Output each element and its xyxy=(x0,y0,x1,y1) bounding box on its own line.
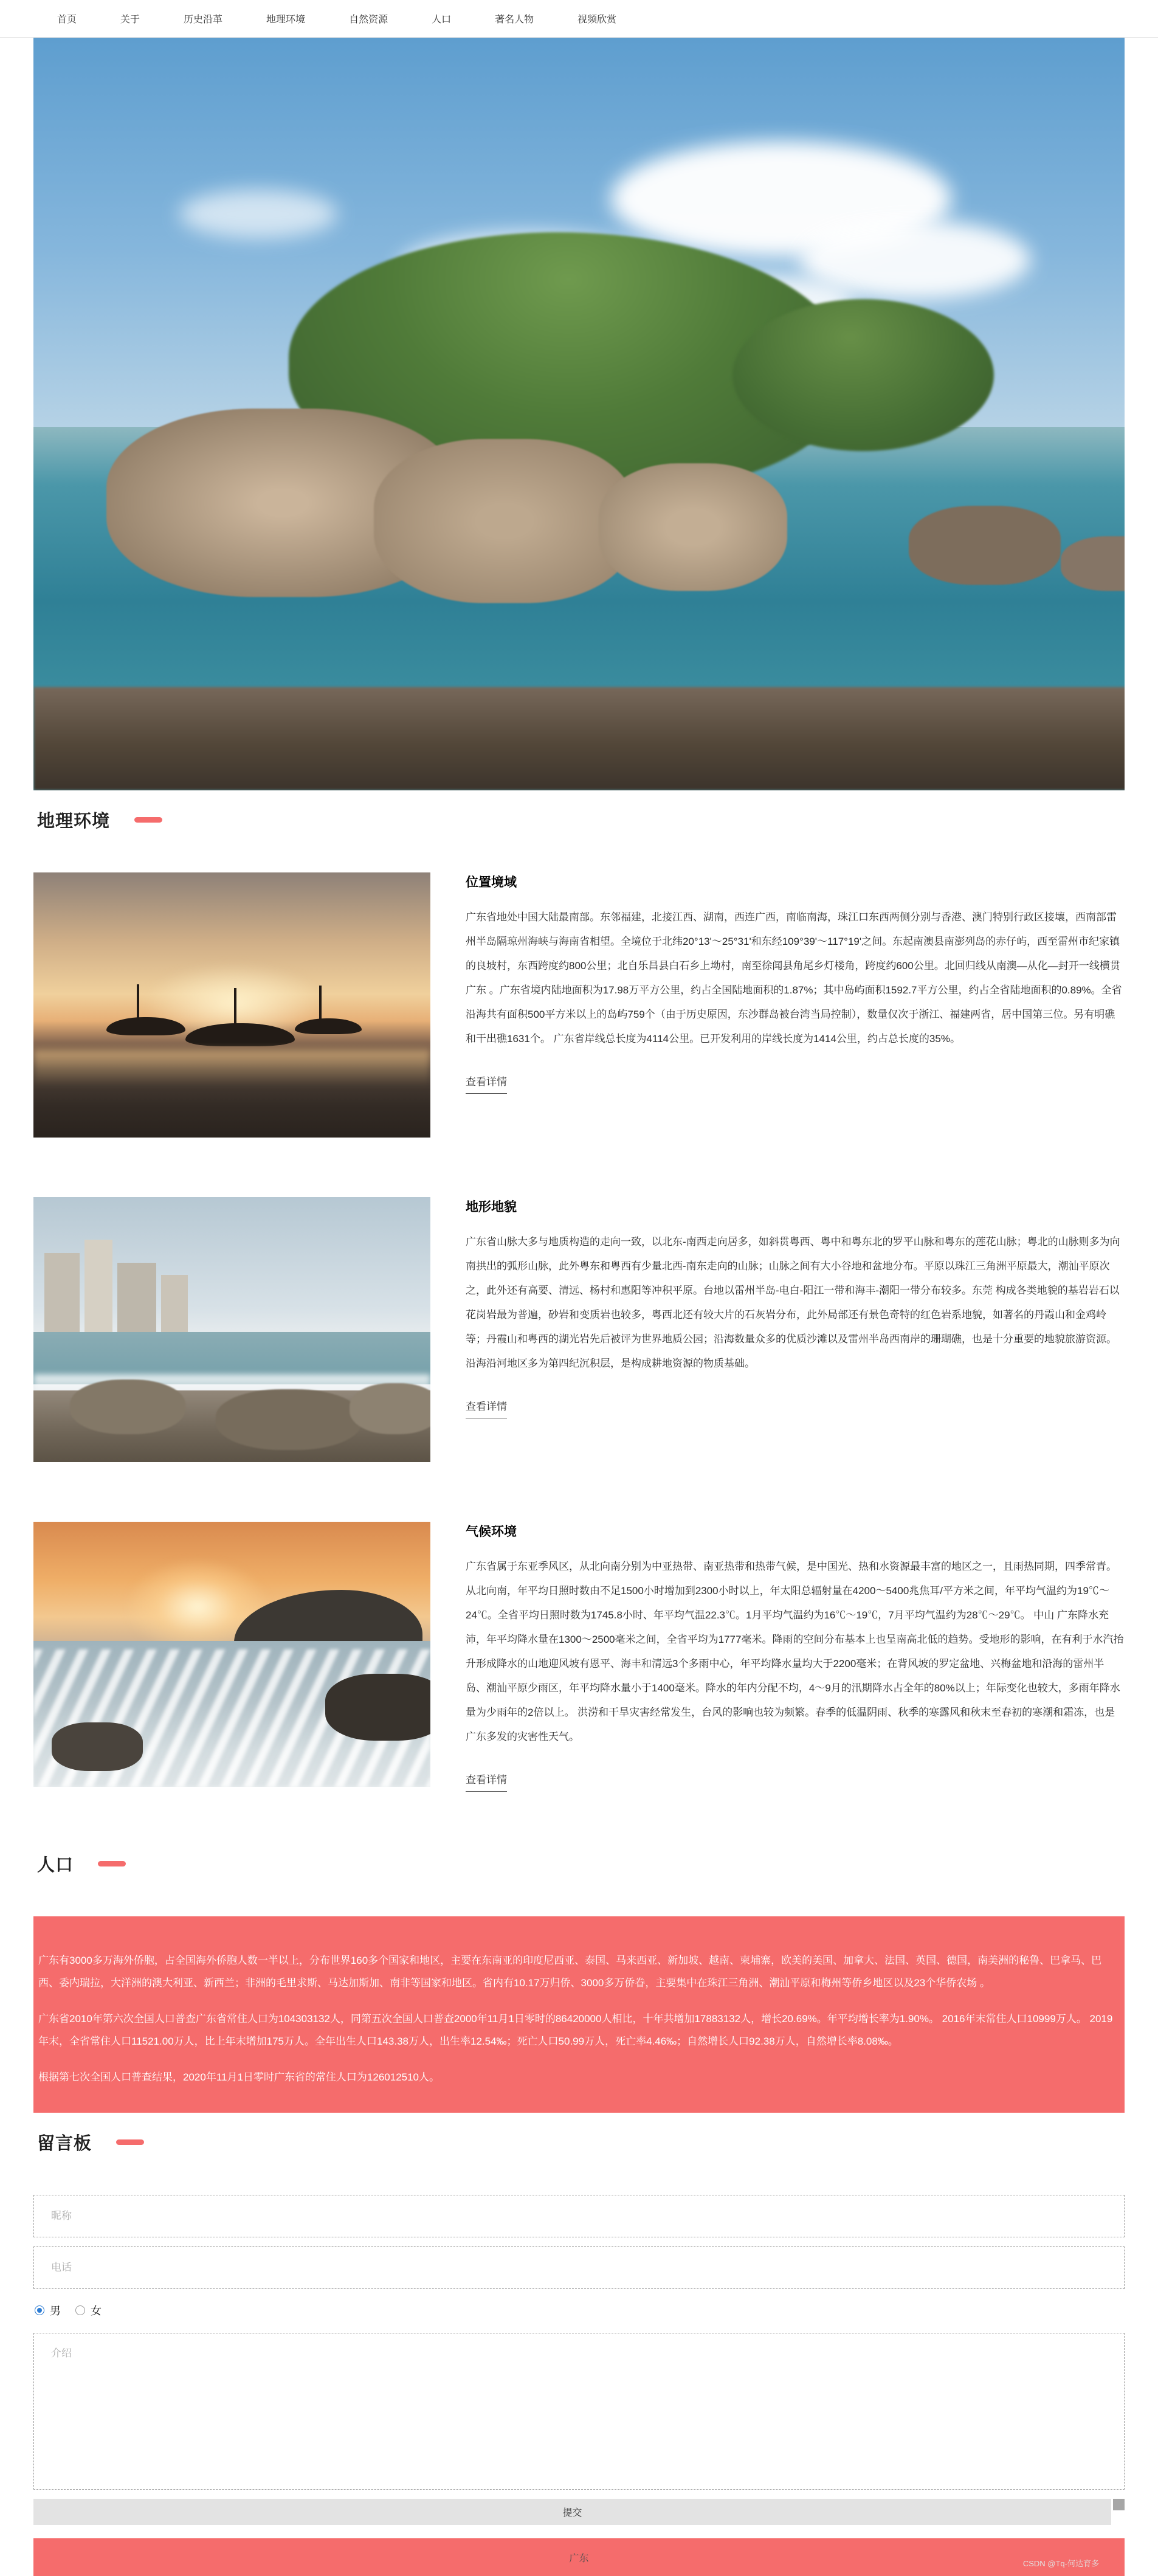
hero-image xyxy=(33,38,1125,790)
submit-row xyxy=(33,2499,1125,2525)
nav-item-home[interactable]: 首页 xyxy=(57,15,77,25)
section-header xyxy=(37,1851,1125,1876)
nav-item-videos[interactable]: 视频欣赏 xyxy=(577,15,617,25)
cloud xyxy=(179,190,337,238)
building xyxy=(161,1275,188,1333)
card-title: 地形地貌 xyxy=(466,1200,517,1214)
section-dash-icon xyxy=(98,1861,126,1866)
nav-item-resources[interactable]: 自然资源 xyxy=(349,15,388,25)
population-paragraph: 广东有3000多万海外侨胞，占全国海外侨胞人数一半以上，分布世界160多个国家和地区，主要在东南亚的印度尼西亚、泰国、马来西亚、新加坡、越南、柬埔寨，欧美的美国、加拿大、法国、英国、德国，南美洲的秘鲁、巴拿马、巴西、委内瑞拉，大洋洲的澳大利亚、新西兰；非洲的毛里求斯、马达加斯加、南非等国家和地区。省内有10.17万归侨、3000多万侨眷，主要集中在珠江三角洲、潮汕平原和梅州等侨乡地区以及23个华侨农场 。 xyxy=(38,1955,1102,1989)
footer-text: 广东 xyxy=(569,2553,589,2564)
card-body xyxy=(466,1197,1125,1462)
hero-rock xyxy=(374,439,635,603)
section-title: 人口 xyxy=(37,1856,74,1875)
card-text: 广东省属于东亚季风区，从北向南分别为中亚热带、南亚热带和热带气候，是中国光、热和水资源最丰富的地区之一，且雨热同期，四季常青。 从北向南，年平均日照时数由不足1500小时增加到2300小时以上，年太阳总辐射量在4200～5400兆焦耳/平方米之间，年平均气温约为19℃～24℃。全省平均日照时数为1745.8小时、年平均气温22.3℃。1月平均气温约为16℃～19℃，7月平均气温约为28℃～29℃。 中山 广东降水充沛，年平均降水量在1300～2500毫米之间，全省平均为1777毫米。降雨的空间分布基本上也呈南高北低的趋势。受地形的影响，在有利于水汽抬升形成降水的山地迎风坡有恩平、海丰和清远3个多雨中心，年平均降水量均大于2200毫米；在背风坡的罗定盆地、兴梅盆地和沿海的雷州半岛、潮汕平原少雨区，年平均降水量小于1400毫米。降水的年内分配不均，4～9月的汛期降水占全年的80%以上；年际变化也较大，多雨年降水量为少雨年的2倍以上。 洪涝和干旱灾害经常发生，台风的影响也较为频繁。春季的低温阴雨、秋季的寒露风和秋末至春初的寒潮和霜冻，也是广东多发的灾害性天气。 xyxy=(466,1561,1124,1742)
nav-item-history[interactable]: 历史沿革 xyxy=(184,15,223,25)
submit-button[interactable]: 提交 xyxy=(33,2499,1111,2525)
csdn-watermark: CSDN @Tq-何达育多 xyxy=(1022,2559,1099,2568)
card-photo-sunset-boats xyxy=(33,872,430,1138)
photo-rock xyxy=(325,1674,430,1741)
card-title: 气候环境 xyxy=(466,1525,517,1539)
photo-wet-sand xyxy=(33,1050,430,1086)
hero-foreground-rocks xyxy=(33,687,1125,790)
card-text: 广东省山脉大多与地质构造的走向一致，以北东-南西走向居多，如斜贯粤西、粤中和粤东北的罗平山脉和粤东的莲花山脉；粤北的山脉则多为向南拱出的弧形山脉，此外粤东和粤西有少量北西-南东走向的山脉；山脉之间有大小谷地和盆地分布。平原以珠江三角洲平原最大，潮汕平原次之，此外还有高要、清远、杨村和惠阳等冲积平原。台地以雷州半岛-电白-阳江一带和海丰-潮阳一带分布较多。东莞 构成各类地貌的基岩岩石以花岗岩最为普遍，砂岩和变质岩也较多，粤西北还有较大片的石灰岩分布，此外局部还有景色奇特的红色岩系地貌，如著名的丹霞山和金鸡岭等；丹霞山和粤西的湖光岩先后被评为世界地质公园；沿海数量众多的优质沙滩以及雷州半岛西南岸的珊瑚礁，也是十分重要的地貌旅游资源。沿海沿河地区多为第四纪沉积层，是构成耕地资源的物质基础。 xyxy=(466,1236,1120,1369)
nav-item-population[interactable]: 人口 xyxy=(432,15,452,25)
section-message-board xyxy=(33,2130,1125,2525)
page-footer xyxy=(33,2538,1125,2576)
geo-card-location xyxy=(33,872,1125,1138)
geo-card-climate xyxy=(33,1522,1125,1792)
section-population xyxy=(33,1851,1125,2113)
card-text: 广东省地处中国大陆最南部。东邻福建，北接江西、湖南，西连广西，南临南海，珠江口东西两侧分别与香港、澳门特别行政区接壤，西南部雷州半岛隔琼州海峡与海南省相望。全境位于北纬20°13'～25°31'和东经109°39'～117°19'之间。东起南澳县南澎列岛的赤仔屿，西至雷州市纪家镇的良坡村，东西跨度约800公里；北自乐昌县白石乡上坳村，南至徐闻县角尾乡灯楼角，跨度约600公里。北回归线从南澳—从化—封开一线横贯广东 。广东省境内陆地面积为17.98万平方公里，约占全国陆地面积的1.87%；其中岛屿面积1592.7平方公里，约占全省陆地面积的0.89%。全省沿海共有面积500平方米以上的岛屿759个（由于历史原因，东沙群岛被台湾当局控制），数量仅次于浙江、福建两省，居中国第三位。另有明礁和干出礁1631个。 广东省岸线总长度为4114公里。已开发利用的岸线长度为1414公里，约占总长度的35%。 xyxy=(466,911,1122,1045)
boat-mast xyxy=(137,984,139,1022)
boat-mast xyxy=(319,986,322,1023)
hero-rock xyxy=(909,506,1061,585)
nav-item-about[interactable]: 关于 xyxy=(120,15,140,25)
building xyxy=(117,1263,156,1333)
card-photo-sunset-waves xyxy=(33,1522,430,1787)
photo-rock xyxy=(52,1722,143,1771)
card-photo-coastal-city xyxy=(33,1197,430,1462)
photo-rock xyxy=(350,1383,430,1434)
photo-rock xyxy=(70,1380,185,1434)
textarea-resize-grip[interactable] xyxy=(1113,2499,1125,2510)
hero-rock xyxy=(599,463,787,591)
view-details-link[interactable]: 查看详情 xyxy=(466,1398,507,1418)
building xyxy=(44,1253,80,1333)
view-details-link[interactable]: 查看详情 xyxy=(466,1073,507,1094)
male-radio-label[interactable]: 男 xyxy=(50,2305,61,2317)
section-title: 地理环境 xyxy=(37,812,111,831)
nav-item-geography[interactable]: 地理环境 xyxy=(266,15,306,25)
card-body xyxy=(466,1522,1125,1792)
gender-radio-group xyxy=(35,2302,1125,2318)
photo-rock xyxy=(216,1389,362,1450)
card-body xyxy=(466,872,1125,1138)
female-radio[interactable] xyxy=(75,2305,85,2315)
nav-item-people[interactable]: 著名人物 xyxy=(495,15,534,25)
phone-input[interactable] xyxy=(33,2246,1125,2289)
male-radio[interactable] xyxy=(35,2305,44,2315)
intro-textarea[interactable] xyxy=(33,2333,1125,2490)
female-radio-label[interactable]: 女 xyxy=(91,2305,102,2317)
section-header xyxy=(37,2130,1125,2155)
nickname-input[interactable] xyxy=(33,2195,1125,2237)
boat-mast xyxy=(234,988,236,1026)
section-header xyxy=(37,807,1125,832)
section-dash-icon xyxy=(116,2139,144,2145)
hero-island xyxy=(732,299,994,451)
building xyxy=(84,1240,112,1333)
view-details-link[interactable]: 查看详情 xyxy=(466,1771,507,1792)
section-geography xyxy=(33,807,1125,1792)
card-title: 位置境域 xyxy=(466,875,517,889)
population-paragraph: 根据第七次全国人口普查结果，2020年11月1日零时广东省的常住人口为126012510人。 xyxy=(38,2071,440,2083)
section-dash-icon xyxy=(134,817,162,823)
section-title: 留言板 xyxy=(37,2134,92,2153)
geo-card-terrain xyxy=(33,1197,1125,1462)
top-nav xyxy=(0,0,1158,38)
message-form xyxy=(33,2195,1125,2525)
population-paragraph: 广东省2010年第六次全国人口普查广东省常住人口为104303132人，同第五次全国人口普查2000年11月1日零时的86420000人相比，十年共增加17883132人，增长20.69%。年平均增长率为1.90%。 2016年末常住人口10999万人。 2019年末，全省常住人口11521.00万人，比上年末增加175万人。全年出生人口143.38万人，出生率12.54‰；死亡人口50.99万人，死亡率4.46‰；自然增长人口92.38万人，自然增长率8.08‰。 xyxy=(38,2013,1113,2047)
population-highlight-box xyxy=(33,1916,1125,2113)
